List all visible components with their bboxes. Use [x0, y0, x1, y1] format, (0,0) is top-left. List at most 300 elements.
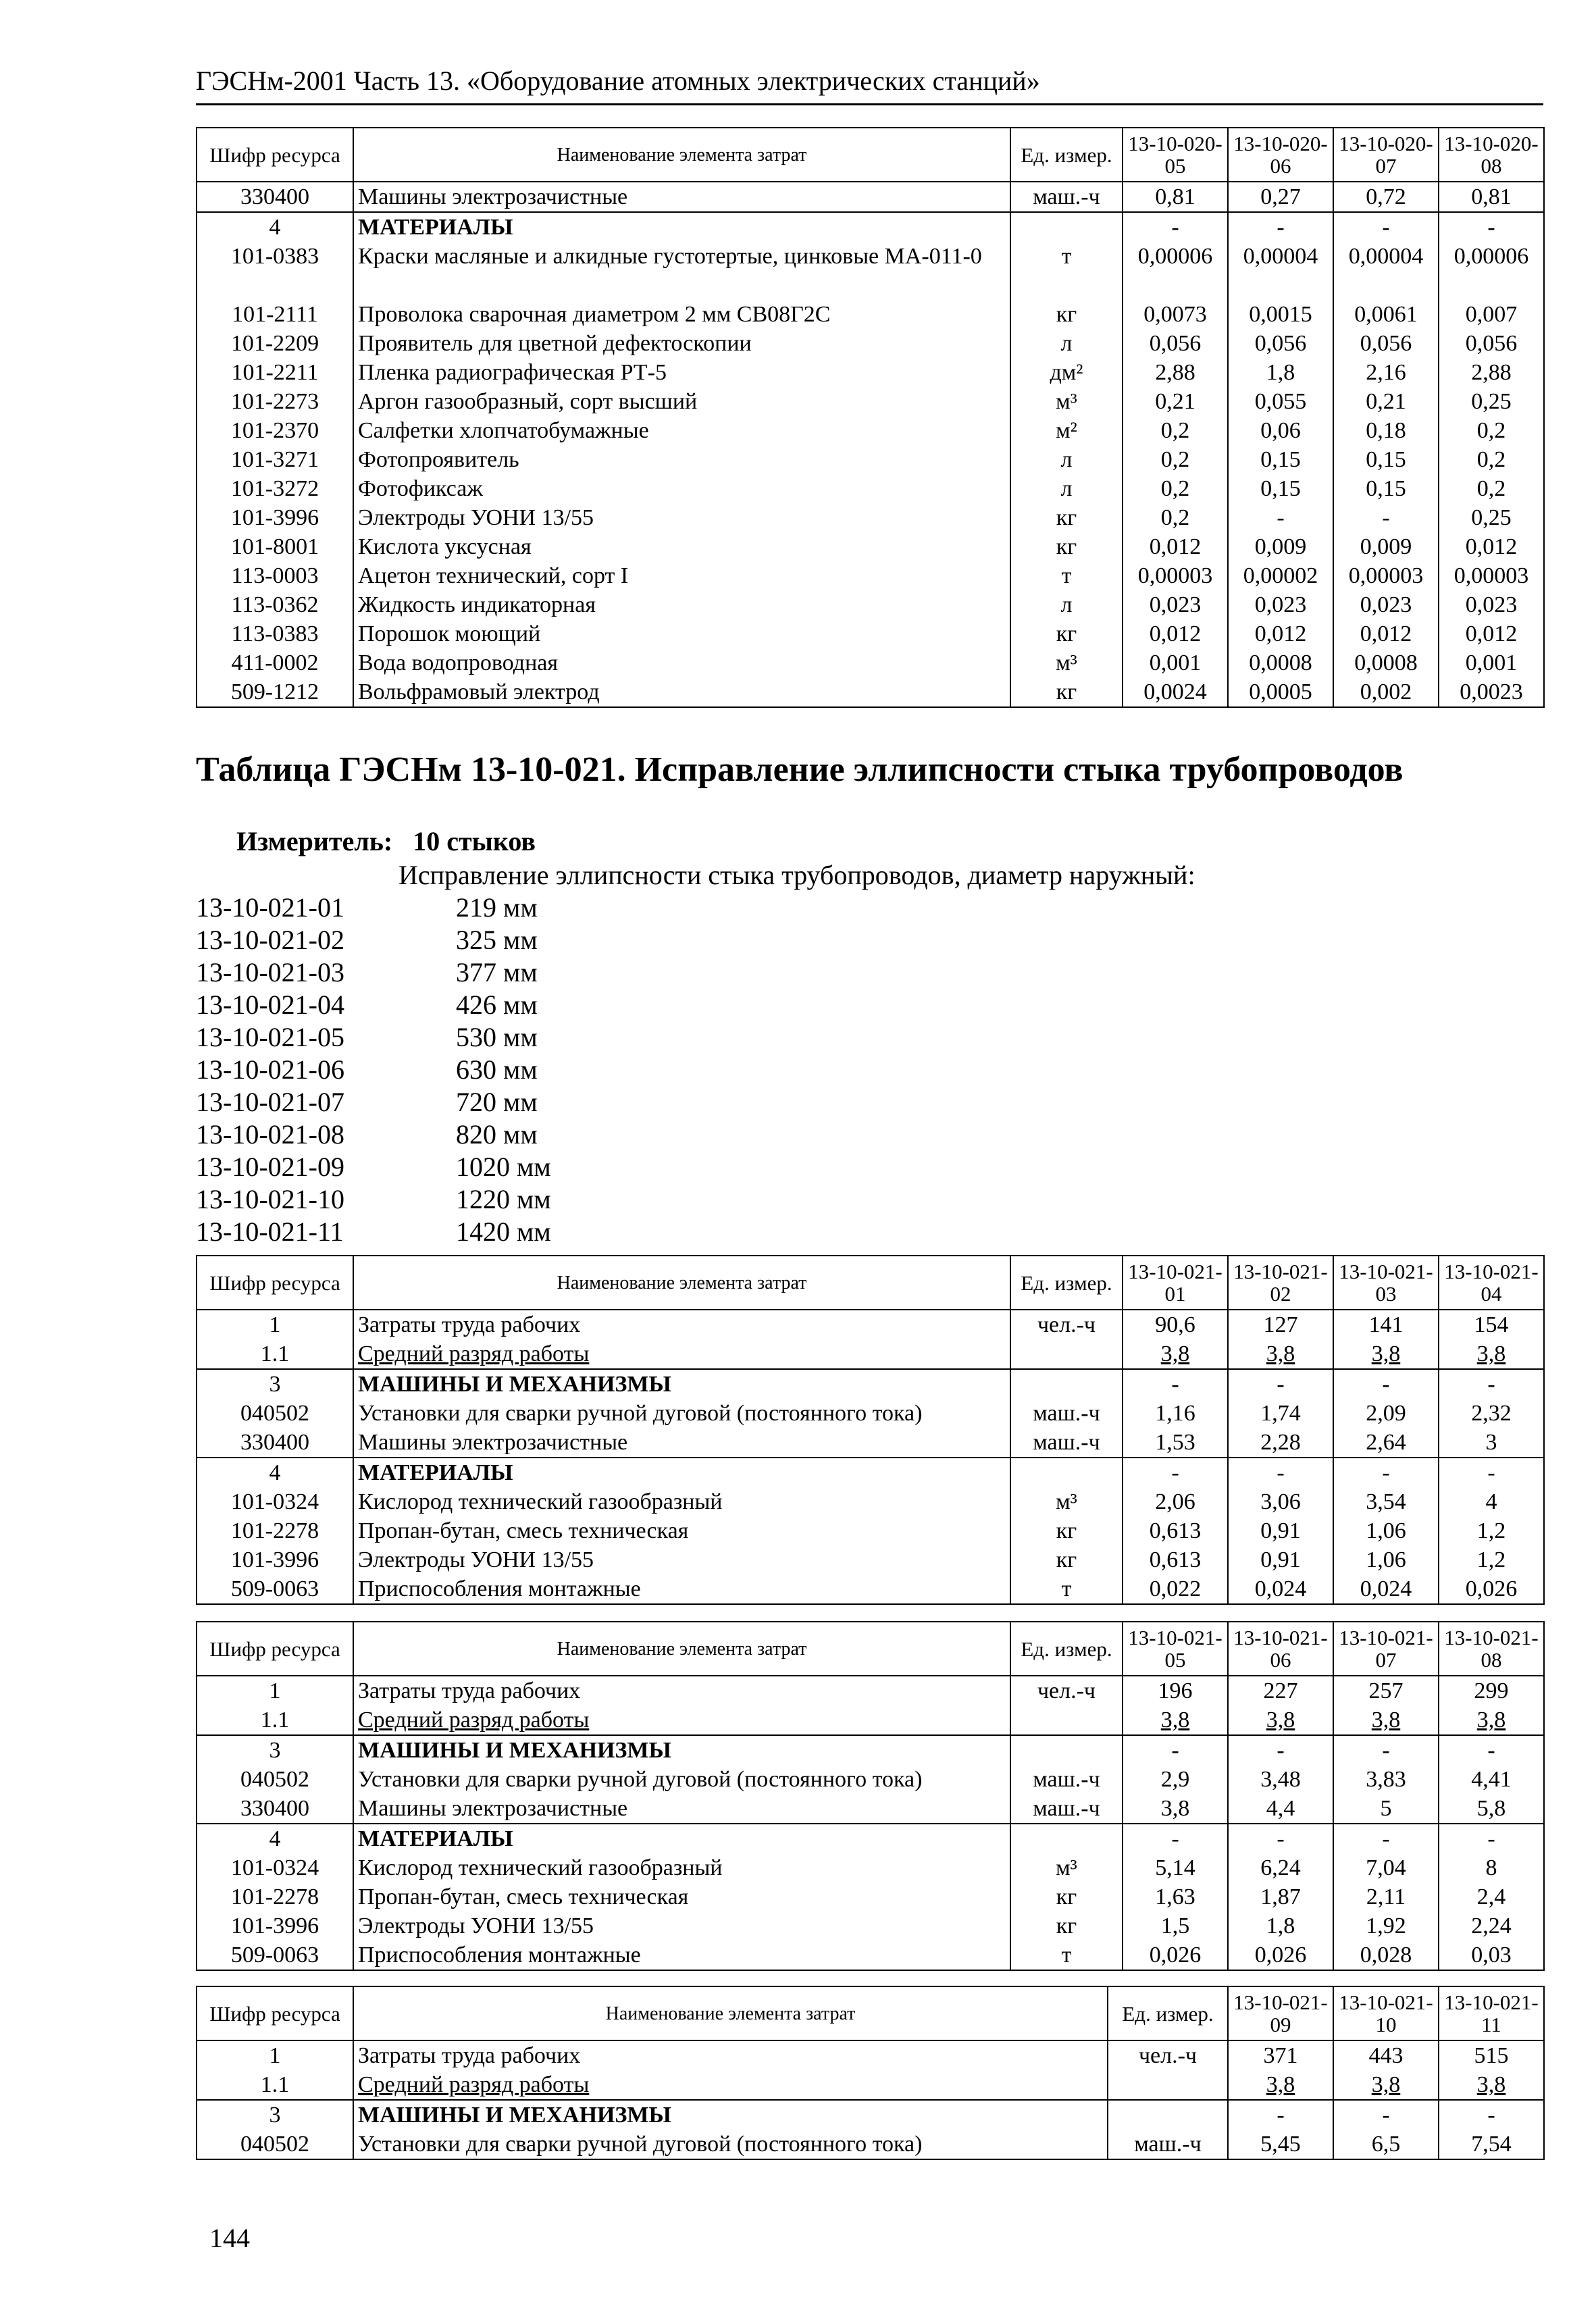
table-row: [197, 1487, 1544, 1516]
resource-value: 0,009: [1333, 532, 1439, 561]
resource-value: 3: [1439, 1428, 1544, 1458]
resource-value: 1,53: [1123, 1428, 1228, 1458]
resource-code: 040502: [197, 1765, 353, 1794]
variant-code: 13-10-021-04: [196, 989, 344, 1020]
resource-unit: дм²: [1010, 358, 1123, 387]
table-row: [197, 1911, 1544, 1940]
resource-value: 1,2: [1439, 1545, 1544, 1574]
resource-value: 3,8: [1439, 1339, 1544, 1369]
table-row: [197, 619, 1544, 648]
meter-label: Измеритель:: [236, 826, 393, 856]
resource-code: 101-3996: [197, 1911, 353, 1940]
resource-unit: л: [1010, 329, 1123, 358]
resource-value: 0,00003: [1123, 561, 1228, 590]
resource-value: 1,2: [1439, 1516, 1544, 1545]
resource-code: 101-0324: [197, 1853, 353, 1882]
resource-value: 2,32: [1439, 1399, 1544, 1428]
resource-value: 0,012: [1439, 619, 1544, 648]
section-name: МАШИНЫ И МЕХАНИЗМЫ: [353, 1369, 1010, 1399]
resource-code: 509-0063: [197, 1574, 353, 1604]
resource-name: Затраты труда рабочих: [353, 1310, 1010, 1339]
resource-name: Проволока сварочная диаметром 2 мм СВ08Г2С: [353, 300, 1010, 329]
resource-value: 3,8: [1123, 1705, 1228, 1735]
resource-value: 0,012: [1228, 619, 1333, 648]
resource-value: 1,74: [1228, 1399, 1333, 1428]
table-row: [197, 1516, 1544, 1545]
resource-name: Средний разряд работы: [353, 1339, 1010, 1369]
variant-code: 13-10-021-02: [196, 925, 344, 955]
table-row: [197, 1882, 1544, 1911]
table-title: Таблица ГЭСНм 13-10-021. Исправление эллипсности стыка трубопроводов: [196, 750, 1404, 789]
resource-name: Ацетон технический, сорт I: [353, 561, 1010, 590]
section-row: [197, 1369, 1544, 1399]
resource-code: 1.1: [197, 1705, 353, 1735]
resource-value: 0,91: [1228, 1516, 1333, 1545]
resource-name: Электроды УОНИ 13/55: [353, 503, 1010, 532]
resource-value: 0,012: [1439, 532, 1544, 561]
resource-value: 0,022: [1123, 1574, 1228, 1604]
resource-value: -: [1439, 1735, 1544, 1765]
resource-value: 0,21: [1123, 387, 1228, 416]
table-header-row: [197, 1256, 1544, 1310]
resource-unit: м³: [1010, 1853, 1123, 1882]
resource-value: 2,09: [1333, 1399, 1439, 1428]
resource-unit: т: [1010, 242, 1123, 300]
resource-value: 2,28: [1228, 1428, 1333, 1458]
resource-value: 0,00004: [1333, 242, 1439, 300]
table-row: [197, 503, 1544, 532]
resource-value: 0,2: [1439, 445, 1544, 474]
resource-name: Пропан-бутан, смесь техническая: [353, 1516, 1010, 1545]
resource-table-2: [196, 1255, 1545, 1605]
table-row: [197, 1940, 1544, 1970]
resource-name: Приспособления монтажные: [353, 1940, 1010, 1970]
list-item: [196, 1021, 551, 1054]
resource-unit: [1010, 1369, 1123, 1399]
resource-value: 0,00004: [1228, 242, 1333, 300]
resource-code: 101-0383: [197, 242, 353, 300]
table-row: [197, 1428, 1544, 1458]
variant-code: 13-10-021-10: [196, 1184, 344, 1214]
variant-header: 13-10-021-02: [1228, 1256, 1333, 1310]
table-header-row: [197, 128, 1544, 182]
resource-value: 0,18: [1333, 416, 1439, 445]
resource-value: 0,026: [1228, 1940, 1333, 1970]
resource-value: 0,15: [1333, 445, 1439, 474]
resource-name: Машины электрозачистные: [353, 1794, 1010, 1824]
list-item: [196, 1054, 551, 1086]
table-header-row: [197, 1986, 1544, 2040]
resource-unit: [1010, 1458, 1123, 1487]
resource-code: 040502: [197, 1399, 353, 1428]
resource-value: 0,2: [1123, 474, 1228, 503]
resource-value: 1,5: [1123, 1911, 1228, 1940]
resource-value: 0,0023: [1439, 677, 1544, 707]
resource-unit: т: [1010, 561, 1123, 590]
resource-code: 101-2211: [197, 358, 353, 387]
col-unit-header: Ед. измер.: [1108, 1986, 1228, 2040]
resource-table-3: [196, 1621, 1545, 1971]
resource-value: 0,002: [1333, 677, 1439, 707]
resource-value: 196: [1123, 1676, 1228, 1705]
resource-name: Пленка радиографическая РТ-5: [353, 358, 1010, 387]
resource-name: Салфетки хлопчатобумажные: [353, 416, 1010, 445]
resource-value: 0,026: [1123, 1940, 1228, 1970]
resource-value: 2,24: [1439, 1911, 1544, 1940]
resource-value: 1,06: [1333, 1516, 1439, 1545]
table-row: [197, 590, 1544, 619]
resource-value: -: [1439, 2100, 1544, 2130]
resource-value: 7,04: [1333, 1853, 1439, 1882]
resource-name: Затраты труда рабочих: [353, 2040, 1108, 2070]
resource-value: 0,009: [1228, 532, 1333, 561]
resource-table-1: [196, 127, 1545, 708]
resource-value: 5,14: [1123, 1853, 1228, 1882]
resource-unit: т: [1010, 1574, 1123, 1604]
resource-unit: л: [1010, 445, 1123, 474]
resource-value: 0,81: [1123, 182, 1228, 212]
table-row: [197, 1310, 1544, 1339]
resource-value: 0,023: [1228, 590, 1333, 619]
resource-code: 101-3996: [197, 1545, 353, 1574]
resource-name: Установки для сварки ручной дуговой (постоянного тока): [353, 2130, 1108, 2159]
resource-value: 299: [1439, 1676, 1544, 1705]
resource-value: -: [1228, 2100, 1333, 2130]
section-code: 4: [197, 212, 353, 242]
resource-name: Вольфрамовый электрод: [353, 677, 1010, 707]
meter-value: 10 стыков: [413, 826, 536, 856]
resource-value: 3,8: [1123, 1339, 1228, 1369]
resource-value: 2,64: [1333, 1428, 1439, 1458]
resource-code: 101-0324: [197, 1487, 353, 1516]
resource-name: Жидкость индикаторная: [353, 590, 1010, 619]
resource-value: 1,16: [1123, 1399, 1228, 1428]
resource-value: 443: [1333, 2040, 1439, 2070]
resource-code: 330400: [197, 1428, 353, 1458]
col-code-header: Шифр ресурса: [197, 1256, 353, 1310]
resource-value: 0,27: [1228, 182, 1333, 212]
resource-value: 1,8: [1228, 358, 1333, 387]
resource-value: 0,72: [1333, 182, 1439, 212]
resource-name: Кислород технический газообразный: [353, 1487, 1010, 1516]
resource-unit: кг: [1010, 1911, 1123, 1940]
variant-header: 13-10-020-05: [1123, 128, 1228, 182]
resource-unit: кг: [1010, 619, 1123, 648]
resource-unit: кг: [1010, 1882, 1123, 1911]
table-row: [197, 242, 1544, 300]
resource-value: 127: [1228, 1310, 1333, 1339]
resource-unit: кг: [1010, 503, 1123, 532]
resource-name: Фотофиксаж: [353, 474, 1010, 503]
resource-value: 4,41: [1439, 1765, 1544, 1794]
resource-value: 4,4: [1228, 1794, 1333, 1824]
resource-code: 101-2209: [197, 329, 353, 358]
variant-size: 377 мм: [456, 957, 538, 987]
resource-unit: л: [1010, 590, 1123, 619]
resource-name: Электроды УОНИ 13/55: [353, 1545, 1010, 1574]
resource-unit: чел.-ч: [1010, 1310, 1123, 1339]
resource-unit: [1010, 1735, 1123, 1765]
table-row: [197, 1399, 1544, 1428]
resource-code: 1: [197, 2040, 353, 2070]
resource-value: 0,056: [1123, 329, 1228, 358]
variant-header: 13-10-020-06: [1228, 128, 1333, 182]
resource-name: Проявитель для цветной дефектоскопии: [353, 329, 1010, 358]
resource-unit: м³: [1010, 387, 1123, 416]
resource-value: 5,8: [1439, 1794, 1544, 1824]
resource-value: 0,2: [1123, 445, 1228, 474]
resource-name: Установки для сварки ручной дуговой (постоянного тока): [353, 1765, 1010, 1794]
resource-value: 0,0008: [1228, 648, 1333, 677]
col-name-header: Наименование элемента затрат: [353, 1622, 1010, 1676]
resource-code: 040502: [197, 2130, 353, 2159]
resource-unit: чел.-ч: [1108, 2040, 1228, 2070]
table-row: [197, 2040, 1544, 2070]
col-code-header: Шифр ресурса: [197, 1986, 353, 2040]
table-row: [197, 2070, 1544, 2100]
table-row: [197, 182, 1544, 212]
list-item: [196, 1086, 551, 1119]
table-row: [197, 1339, 1544, 1369]
resource-value: -: [1333, 503, 1439, 532]
resource-value: 0,2: [1439, 474, 1544, 503]
resource-unit: [1010, 1824, 1123, 1853]
resource-value: -: [1123, 1824, 1228, 1853]
resource-code: 101-2278: [197, 1882, 353, 1911]
resource-value: 371: [1228, 2040, 1333, 2070]
list-item: [196, 956, 551, 989]
resource-code: 1.1: [197, 1339, 353, 1369]
resource-value: -: [1333, 1824, 1439, 1853]
resource-name: Машины электрозачистные: [353, 182, 1010, 212]
resource-value: 90,6: [1123, 1310, 1228, 1339]
resource-value: 0,0024: [1123, 677, 1228, 707]
resource-unit: маш.-ч: [1010, 182, 1123, 212]
variant-size: 530 мм: [456, 1022, 538, 1052]
resource-unit: кг: [1010, 532, 1123, 561]
section-row: [197, 2100, 1544, 2130]
resource-code: 101-3271: [197, 445, 353, 474]
resource-unit: [1010, 212, 1123, 242]
resource-value: -: [1228, 503, 1333, 532]
variant-size: 720 мм: [456, 1087, 538, 1117]
resource-value: -: [1123, 212, 1228, 242]
section-name: МАТЕРИАЛЫ: [353, 212, 1010, 242]
variant-code: 13-10-021-05: [196, 1022, 344, 1052]
resource-value: 7,54: [1439, 2130, 1544, 2159]
resource-unit: т: [1010, 1940, 1123, 1970]
resource-value: 0,00003: [1333, 561, 1439, 590]
resource-value: 141: [1333, 1310, 1439, 1339]
resource-code: 101-8001: [197, 532, 353, 561]
resource-unit: кг: [1010, 300, 1123, 329]
resource-code: 101-2370: [197, 416, 353, 445]
variant-size: 630 мм: [456, 1054, 538, 1085]
section-code: 4: [197, 1458, 353, 1487]
resource-value: 6,24: [1228, 1853, 1333, 1882]
col-name-header: Наименование элемента затрат: [353, 128, 1010, 182]
resource-value: -: [1333, 2100, 1439, 2130]
variant-size: 1020 мм: [456, 1152, 551, 1182]
section-code: 3: [197, 1369, 353, 1399]
resource-value: 0,91: [1228, 1545, 1333, 1574]
variant-size: 219 мм: [456, 892, 538, 923]
measure-unit: [236, 825, 556, 857]
page-header: ГЭСНм-2001 Часть 13. «Оборудование атомных электрических станций»: [196, 64, 1543, 105]
col-code-header: Шифр ресурса: [197, 128, 353, 182]
resource-name: Фотопроявитель: [353, 445, 1010, 474]
resource-value: 0,023: [1439, 590, 1544, 619]
resource-value: 5: [1333, 1794, 1439, 1824]
variant-code: 13-10-021-01: [196, 892, 344, 923]
resource-value: 0,055: [1228, 387, 1333, 416]
variant-header: 13-10-021-03: [1333, 1256, 1439, 1310]
resource-value: 0,2: [1123, 503, 1228, 532]
resource-value: 3,8: [1123, 1794, 1228, 1824]
resource-value: -: [1333, 1735, 1439, 1765]
table-row: [197, 445, 1544, 474]
resource-value: 2,11: [1333, 1882, 1439, 1911]
variant-header: 13-10-021-08: [1439, 1622, 1544, 1676]
resource-value: 3,8: [1333, 1339, 1439, 1369]
resource-value: 3,8: [1228, 2070, 1333, 2100]
list-item: [196, 1216, 551, 1248]
resource-code: 509-0063: [197, 1940, 353, 1970]
section-code: 4: [197, 1824, 353, 1853]
resource-value: -: [1439, 1824, 1544, 1853]
resource-value: 0,25: [1439, 503, 1544, 532]
resource-name: Приспособления монтажные: [353, 1574, 1010, 1604]
col-unit-header: Ед. измер.: [1010, 1256, 1123, 1310]
resource-value: 0,81: [1439, 182, 1544, 212]
table-row: [197, 387, 1544, 416]
table-row: [197, 561, 1544, 590]
resource-code: 101-2278: [197, 1516, 353, 1545]
resource-code: 330400: [197, 1794, 353, 1824]
section-name: МАШИНЫ И МЕХАНИЗМЫ: [353, 2100, 1108, 2130]
resource-table-4: [196, 1986, 1545, 2160]
table-row: [197, 474, 1544, 503]
resource-value: 2,9: [1123, 1765, 1228, 1794]
variant-size: 325 мм: [456, 925, 538, 955]
variant-header: 13-10-021-07: [1333, 1622, 1439, 1676]
col-code-header: Шифр ресурса: [197, 1622, 353, 1676]
resource-value: 0,06: [1228, 416, 1333, 445]
table-row: [197, 1574, 1544, 1604]
resource-value: 1,92: [1333, 1911, 1439, 1940]
resource-value: 0,024: [1333, 1574, 1439, 1604]
resource-value: 0,024: [1228, 1574, 1333, 1604]
resource-value: 6,5: [1333, 2130, 1439, 2159]
list-item: [196, 924, 551, 956]
variant-header: 13-10-020-08: [1439, 128, 1544, 182]
resource-code: 101-2273: [197, 387, 353, 416]
resource-value: 0,0005: [1228, 677, 1333, 707]
resource-value: 0,00002: [1228, 561, 1333, 590]
variant-code: 13-10-021-07: [196, 1087, 344, 1117]
resource-unit: [1010, 1339, 1123, 1369]
resource-value: 0,613: [1123, 1545, 1228, 1574]
resource-value: 0,15: [1228, 445, 1333, 474]
resource-name: Вода водопроводная: [353, 648, 1010, 677]
resource-value: 0,023: [1123, 590, 1228, 619]
table-row: [197, 648, 1544, 677]
resource-code: 101-2111: [197, 300, 353, 329]
resource-unit: кг: [1010, 1545, 1123, 1574]
table-row: [197, 677, 1544, 707]
resource-value: 1,8: [1228, 1911, 1333, 1940]
resource-unit: маш.-ч: [1010, 1765, 1123, 1794]
resource-name: Машины электрозачистные: [353, 1428, 1010, 1458]
variant-header: 13-10-021-10: [1333, 1986, 1439, 2040]
section-name: МАШИНЫ И МЕХАНИЗМЫ: [353, 1735, 1010, 1765]
variant-code: 13-10-021-08: [196, 1119, 344, 1150]
resource-value: 154: [1439, 1310, 1544, 1339]
resource-value: -: [1228, 1458, 1333, 1487]
section-name: МАТЕРИАЛЫ: [353, 1824, 1010, 1853]
resource-value: 0,001: [1439, 648, 1544, 677]
col-unit-header: Ед. измер.: [1010, 1622, 1123, 1676]
variant-code: 13-10-021-03: [196, 957, 344, 987]
resource-value: 0,25: [1439, 387, 1544, 416]
variant-header: 13-10-021-09: [1228, 1986, 1333, 2040]
variant-code: 13-10-021-09: [196, 1152, 344, 1182]
table-row: [197, 1765, 1544, 1794]
resource-value: 0,00003: [1439, 561, 1544, 590]
resource-unit: м³: [1010, 1487, 1123, 1516]
resource-unit: л: [1010, 474, 1123, 503]
resource-value: -: [1228, 1735, 1333, 1765]
resource-value: 1,63: [1123, 1882, 1228, 1911]
resource-value: -: [1123, 1458, 1228, 1487]
resource-value: 1,87: [1228, 1882, 1333, 1911]
resource-code: 509-1212: [197, 677, 353, 707]
variant-header: 13-10-021-01: [1123, 1256, 1228, 1310]
resource-name: Кислота уксусная: [353, 532, 1010, 561]
resource-value: -: [1228, 1369, 1333, 1399]
resource-code: 1: [197, 1676, 353, 1705]
resource-value: 0,21: [1333, 387, 1439, 416]
resource-value: 0,15: [1333, 474, 1439, 503]
variant-size: 1420 мм: [456, 1216, 551, 1247]
table-row: [197, 1545, 1544, 1574]
variant-size: 820 мм: [456, 1119, 538, 1150]
resource-value: -: [1439, 1369, 1544, 1399]
resource-name: Пропан-бутан, смесь техническая: [353, 1882, 1010, 1911]
variant-header: 13-10-021-06: [1228, 1622, 1333, 1676]
resource-unit: кг: [1010, 1516, 1123, 1545]
resource-value: 515: [1439, 2040, 1544, 2070]
resource-value: 2,88: [1123, 358, 1228, 387]
resource-value: 2,06: [1123, 1487, 1228, 1516]
page-number: 144: [209, 2223, 250, 2253]
col-name-header: Наименование элемента затрат: [353, 1986, 1108, 2040]
resource-name: Аргон газообразный, сорт высший: [353, 387, 1010, 416]
table-header-row: [197, 1622, 1544, 1676]
resource-value: 0,00006: [1123, 242, 1228, 300]
resource-value: 3,8: [1333, 1705, 1439, 1735]
section-row: [197, 212, 1544, 242]
table-row: [197, 532, 1544, 561]
resource-value: -: [1333, 1458, 1439, 1487]
resource-code: 113-0003: [197, 561, 353, 590]
variant-header: 13-10-021-05: [1123, 1622, 1228, 1676]
variants-intro: Исправление эллипсности стыка трубопроводов, диаметр наружный:: [398, 860, 1195, 890]
variant-header: 13-10-021-04: [1439, 1256, 1544, 1310]
variant-list: [196, 892, 551, 1248]
resource-name: Электроды УОНИ 13/55: [353, 1911, 1010, 1940]
table-row: [197, 2130, 1544, 2159]
